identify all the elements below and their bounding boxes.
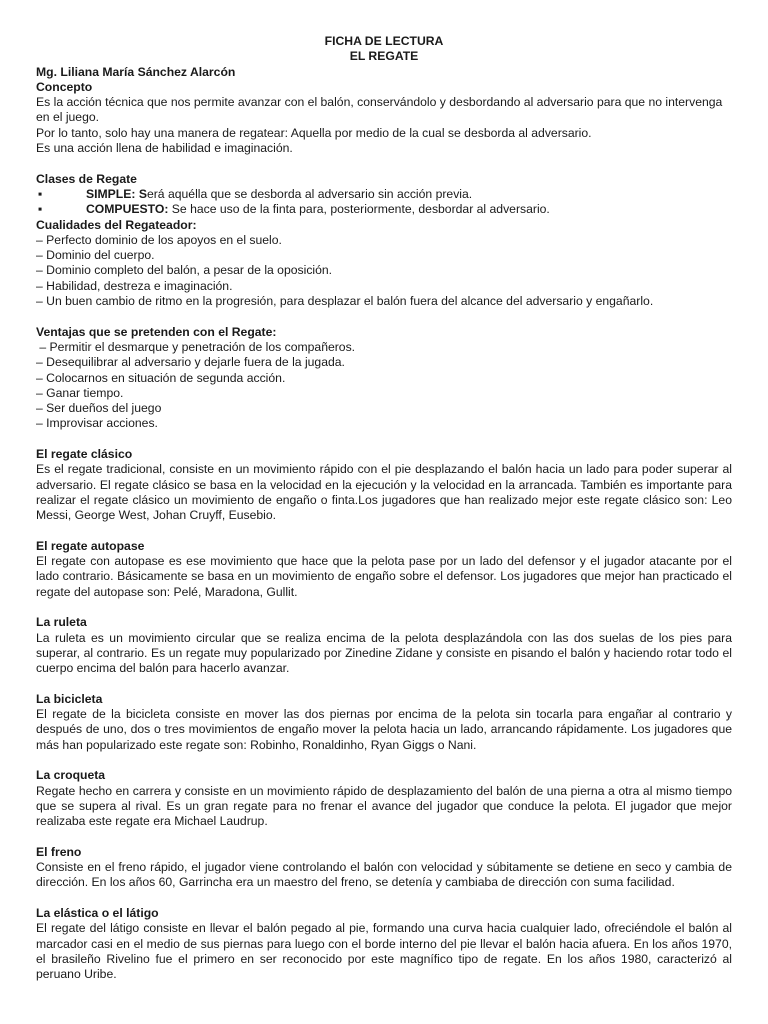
list-item-desc: erá aquélla que se desborda al adversario sin acción previa. xyxy=(146,186,473,201)
spacer xyxy=(36,309,732,324)
section-heading: La bicicleta xyxy=(36,691,103,706)
list-item: – Ser dueños del juego xyxy=(36,401,162,416)
bullet-icon: ▪ xyxy=(38,186,43,201)
section-text: El regate del látigo consiste en llevar el balón pegado al pie, formando una curva hacia cualquier lado, ofreciéndole el balón al marcador casi en el medio de sus piernas para luego con el borde interno del pie llevar el balón hacia afuera. En los años 1970, el brasileño Rivelino fue el primero en ser reconocido por este magnífico tipo de regate. En los años 1980, caracterizó al peruano Uribe. xyxy=(36,921,732,982)
concepto-line: Por lo tanto, solo hay una manera de regatear: Aquella por medio de la cual se desborda al adversario. xyxy=(36,125,592,140)
section-text: Es el regate tradicional, consiste en un movimiento rápido con el pie desplazando el balón hacia un lado para poder superar al adversario. El regate clásico se basa en la velocidad en la ejecución y la velocidad en la arrancada. También es importante para realizar el regate clásico un movimiento de engaño o finta.Los jugadores que han realizado mejor este regate clásico son: Leo Messi, George West, Johan Cruyff, Eusebio. xyxy=(36,462,732,523)
cualidades-heading: Cualidades del Regateador: xyxy=(36,217,197,232)
list-item: – Desequilibrar al adversario y dejarle fuera de la jugada. xyxy=(36,355,345,370)
spacer xyxy=(36,600,732,615)
list-item: – Improvisar acciones. xyxy=(36,416,158,431)
spacer xyxy=(36,156,732,171)
section-text: El regate con autopase es ese movimiento que hace que la pelota pase por un lado del defensor y el jugador atacante por el lado contrario. Básicamente se basa en un movimiento de engaño sobre el defensor. Los jugadores que mejor han practicado el regate del autopase son: Pelé, Maradona, Gullit. xyxy=(36,554,732,599)
concepto-line: Es una acción llena de habilidad e imaginación. xyxy=(36,141,293,156)
section-heading: La elástica o el látigo xyxy=(36,905,159,920)
concepto-line: Es la acción técnica que nos permite avanzar con el balón, conservándolo y desbordando al adversario para que no intervenga en el juego. xyxy=(36,95,723,125)
list-item xyxy=(36,187,732,202)
section-heading: El regate autopase xyxy=(36,538,145,553)
spacer xyxy=(36,829,732,844)
section-heading: El regate clásico xyxy=(36,447,133,462)
list-item: – Un buen cambio de ritmo en la progresión, para desplazar el balón fuera del alcance del adversario y engañarlo. xyxy=(36,294,654,309)
document-subtitle: EL REGATE xyxy=(349,49,419,64)
author-name: Mg. Liliana María Sánchez Alarcón xyxy=(36,64,236,79)
list-item: – Permitir el desmarque y penetración de los compañeros. xyxy=(36,339,356,354)
section-heading: La croqueta xyxy=(36,768,106,783)
concepto-heading: Concepto xyxy=(36,79,93,94)
list-item xyxy=(36,202,732,217)
section-text: Regate hecho en carrera y consiste en un movimiento rápido de desplazamiento del balón de una pierna a otra al mismo tiempo que se supera al rival. Es un gran regate para no frenar el avance del jugador que conduce la pelota. El jugador que mejor realizaba este regate era Michael Laudrup. xyxy=(36,783,732,829)
spacer xyxy=(36,432,732,447)
list-item: – Perfecto dominio de los apoyos en el suelo. xyxy=(36,232,282,247)
spacer xyxy=(36,676,732,691)
spacer xyxy=(36,753,732,768)
clases-heading: Clases de Regate xyxy=(36,171,137,186)
spacer xyxy=(36,891,732,906)
list-item: – Habilidad, destreza e imaginación. xyxy=(36,278,233,293)
section-text: Consiste en el freno rápido, el jugador viene controlando el balón con velocidad y súbitamente se detiene en seco y cambia de dirección. En los años 60, Garrincha era un maestro del freno, se detenía y cambiaba de dirección con suma facilidad. xyxy=(36,860,732,890)
section-text: El regate de la bicicleta consiste en mover las dos piernas por encima de la pelota sin tocarla para engañar al contrario y después de uno, dos o tres movimientos de engaño mover la pelota hacia un lado, arrancando rápidamente. Los jugadores que más han popularizado este regate son: Robinho, Ronaldinho, Ryan Giggs o Nani. xyxy=(36,707,732,752)
list-item: – Dominio completo del balón, a pesar de la oposición. xyxy=(36,263,333,278)
list-item: – Dominio del cuerpo. xyxy=(36,248,155,263)
list-item: – Ganar tiempo. xyxy=(36,385,124,400)
list-item: – Colocarnos en situación de segunda acción. xyxy=(36,370,286,385)
section-heading: La ruleta xyxy=(36,615,87,630)
bullet-icon: ▪ xyxy=(38,202,43,217)
section-heading: El freno xyxy=(36,844,82,859)
document-page xyxy=(36,34,732,982)
spacer xyxy=(36,524,732,539)
list-item-desc: Se hace uso de la finta para, posteriormente, desbordar al adversario. xyxy=(168,202,550,217)
section-text: La ruleta es un movimiento circular que se realiza encima de la pelota desplazándola con las dos suelas de los pies para superar, al contrario. Es un regate muy popularizado por Zinedine Zidane y consiste en pisando el balón y haciendo rotar todo el cuerpo encima del balón para hacerlo avanzar. xyxy=(36,630,732,676)
document-title: FICHA DE LECTURA xyxy=(324,34,444,48)
list-item-term: COMPUESTO: xyxy=(86,202,169,217)
ventajas-heading: Ventajas que se pretenden con el Regate: xyxy=(36,324,277,339)
list-item-term: SIMPLE: S xyxy=(86,186,147,201)
list-item-text xyxy=(86,187,472,202)
list-item-text xyxy=(86,202,550,217)
